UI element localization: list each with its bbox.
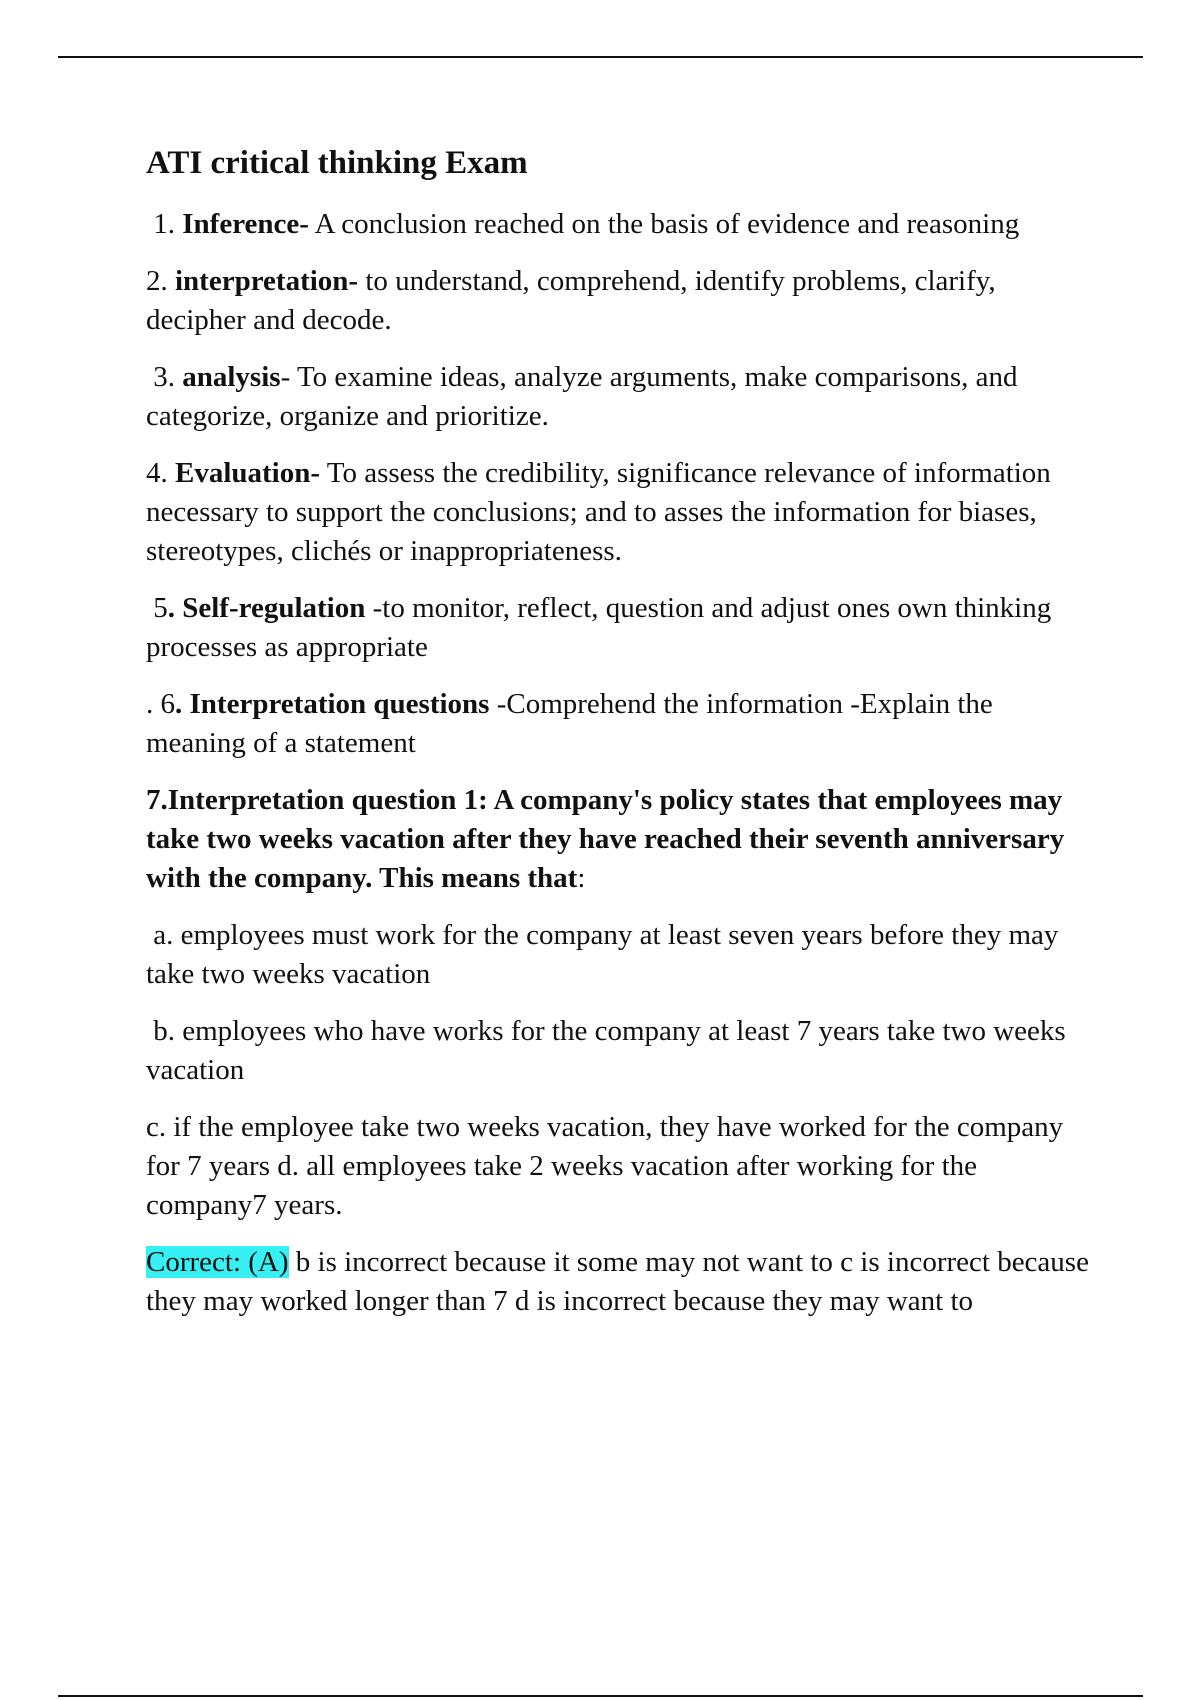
item-number: 1.: [146, 208, 183, 240]
item-number: . 6: [146, 688, 175, 720]
item-definition: to understand, comprehend, identify problems, clarify, decipher and decode.: [146, 265, 996, 336]
question-7: [146, 781, 1096, 898]
item-definition: - To examine ideas, analyze arguments, make comparisons, and categorize, organize and prioritize.: [146, 361, 1018, 432]
option-c: c. if the employee take two weeks vacation, they have worked for the company for 7 years d. all employees take 2 weeks vacation after working for the company7 years.: [146, 1111, 1064, 1221]
item-term: Inference-: [182, 208, 309, 240]
top-rule: [58, 56, 1143, 58]
item-term: . Self-regulation: [167, 592, 366, 624]
item-definition: -Comprehend the information -Explain the meaning of a statement: [146, 688, 993, 759]
item-inference: [146, 205, 1096, 244]
page-title: ATI critical thinking Exam: [146, 145, 528, 181]
correct-answer-highlight: Correct: (A): [146, 1246, 289, 1278]
item-self-regulation: [146, 589, 1096, 667]
item-interpretation: [146, 262, 1096, 340]
question-tail: :: [577, 862, 586, 894]
item-analysis: [146, 358, 1096, 436]
item-number: 4.: [146, 457, 175, 489]
answer-text: b is incorrect because it some may not want to c is incorrect because they may worked longer than 7 d is incorrect because they may want to: [146, 1246, 1089, 1317]
item-definition: A conclusion reached on the basis of evidence and reasoning: [308, 208, 1020, 240]
item-evaluation: [146, 454, 1096, 571]
question-text: 7.Interpretation question 1: A company's policy states that employees may take two weeks vacation after they have reached their seventh anniversary with the company. This means that: [146, 784, 1065, 894]
item-term: analysis: [182, 361, 281, 393]
answer-explanation: [146, 1243, 1096, 1321]
item-interpretation-questions: [146, 685, 1096, 763]
item-number: 3.: [146, 361, 183, 393]
item-number: 5: [146, 592, 168, 624]
document-body: [146, 141, 1096, 1339]
option-a: a. employees must work for the company at least seven years before they may take two weeks vacation: [146, 919, 1066, 990]
item-definition: -to monitor, reflect, question and adjust ones own thinking processes as appropriate: [146, 592, 1052, 663]
item-term: Evaluation-: [175, 457, 321, 489]
item-term: . Interpretation questions: [175, 688, 490, 720]
item-definition: To assess the credibility, significance relevance of information necessary to support the conclusions; and to asses the information for biases, stereotypes, clichés or inappropriateness.: [146, 457, 1051, 567]
item-number: 2.: [146, 265, 175, 297]
item-term: interpretation-: [175, 265, 359, 297]
bottom-rule: [58, 1695, 1143, 1697]
option-b: b. employees who have works for the company at least 7 years take two weeks vacation: [146, 1015, 1073, 1086]
